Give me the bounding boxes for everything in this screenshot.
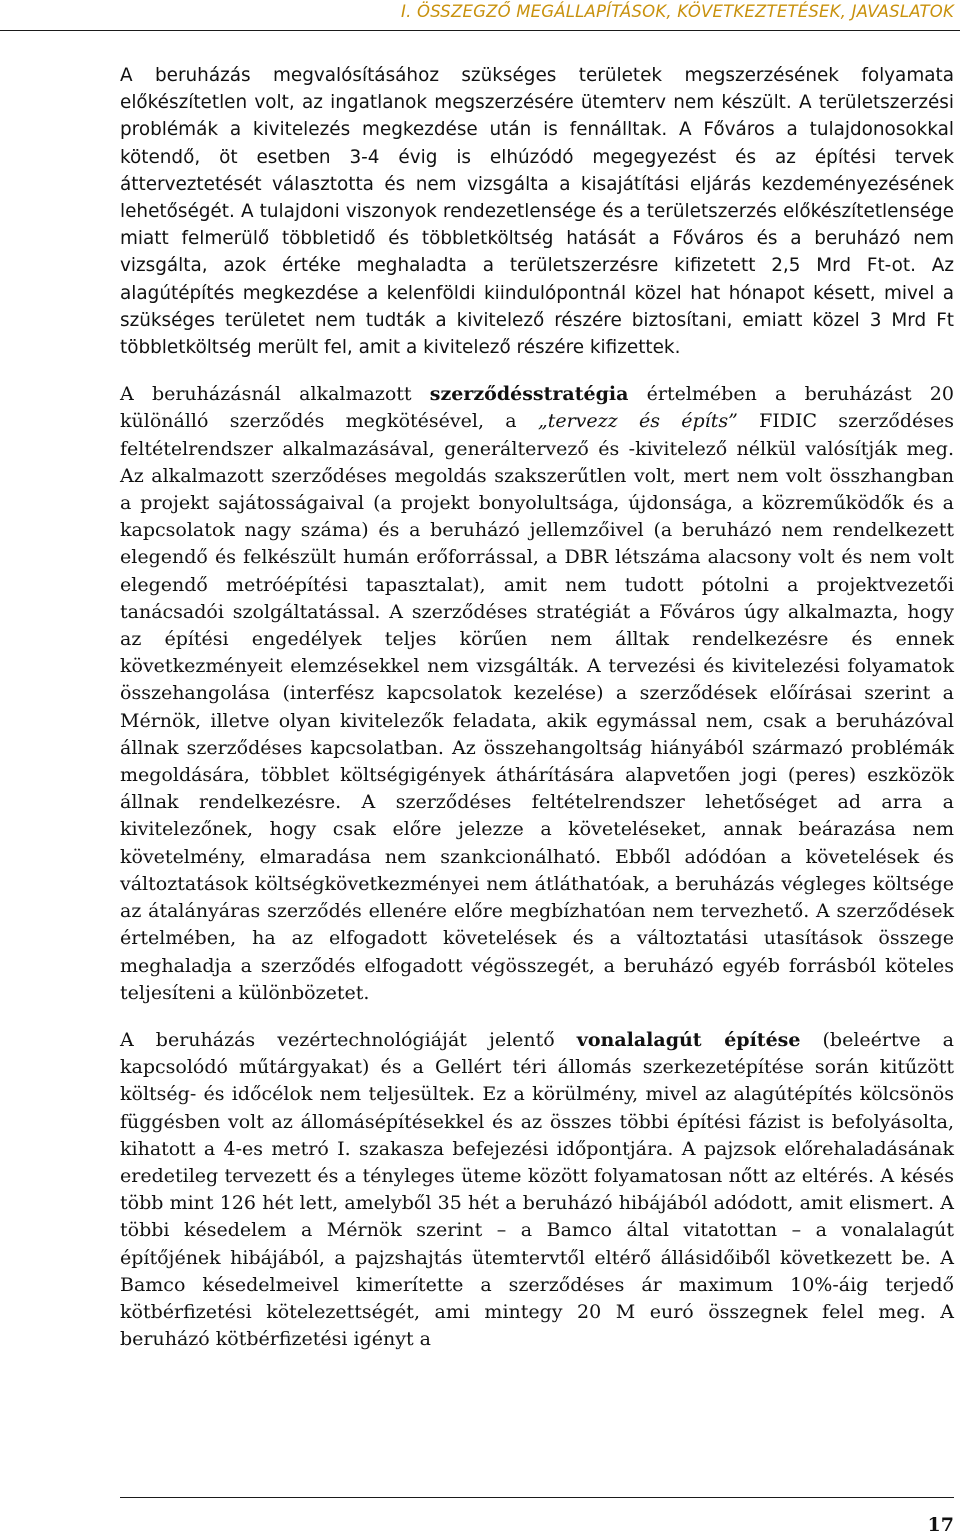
paragraph-text: FIDIC szerződéses feltételrendszer alkalmazásával, generáltervező és -kivitelező nélkül valósítják meg. Az alkalmazott szerződéses megoldás szakszerűtlen volt, mert nem volt összhangban a projekt sajátosságaival (a projekt bonyolultsága, újdonsága, a közreműködők és a kapcsolatok nagy száma) és a beruházó jellemzőivel (a beruházó nem rendelkezett elegendő és felkészült humán erőforrással, a DBR létszáma alacsony volt és nem volt elegendő metróépítési tapasztalat), amit nem tudott pótolni a projektvezetői tanácsadói szolgáltatással. A szerződéses stratégiát a Főváros úgy alkalmazta, hogy az építési engedélyek teljes körűen nem álltak rendelkezésre és ennek következményeit elemzésekkel nem vizsgálták. A tervezési és kivitelezési folyamatok összehangolása (interfész kapcsolatok kezelése) a szerződések előírásai szerint a Mérnök, illetve olyan kivitelezők feladata, akik egymással nem, csak a beruházóval állnak szerződéses kapcsolatban. Az összehangoltság hiányából származó problémák megoldására, többlet költségigények áthárítására alapvetően jogi (peres) eszközök állnak rendelkezésre. A szerződéses feltételrendszer lehetőséget ad arra a kivitelezőnek, hogy csak előre jelezze a követeléseket, annak beárazása nem követelmény, elmaradása nem szankcionálható. Ebből adódóan a követelések és változtatások költségkövetkezményei nem átláthatóak, a beruházás végleges költsége az átalányáras szerződés ellenére előre megbízhatóan nem tervezhető. A szerződések értelmében, ha az elfogadott követelések és a változtatási utasítások összege meghaladja a szerződés elfogadott végösszegét, a beruházó egyéb forrásból köteles teljesíteni a különbözetet. (120, 410, 954, 1004)
paragraph-text: (beleértve a kapcsolódó műtárgyakat) és a Gellért téri állomás szerkezetépítése során kitűzött költség- és időcélok nem teljesültek. Ez a körülmény, mivel az alagútépítés kölcsönös függésben volt az állomásépítésekkel és az összes többi építési fázist is befolyásolta, kihatott a 4-es metró I. szakasza befejezési időpontjára. A pajzsok előrehaladásának eredetileg tervezett és a tényleges üteme között folyamatosan nőtt az eltérés. A késés több mint 126 hét lett, amelyből 35 hét a beruházó hibájából adódott, amit elismert. A többi késedelem a Mérnök szerint – a Bamco által vitatottan – a vonalalagút építőjének hibájából, a pajzshajtás ütemtervtől eltérő állásidőiből következett be. A Bamco késedelmeivel kimerítette a szerződéses ár maximum 10%-áig terjedő kötbérfizetési kötelezettségét, ami mintegy 20 M euró összegnek felel meg. A beruházó kötbérfizetési igényt a (120, 1028, 954, 1351)
emphasis-term: szerződésstratégia (429, 383, 629, 406)
paragraph-text: A beruházásnál alkalmazott (120, 383, 430, 406)
section-title: I. ÖSSZEGZŐ MEGÁLLAPÍTÁSOK, KÖVETKEZTETÉSEK, JAVASLATOK (401, 2, 954, 21)
running-header (0, 0, 960, 34)
page-number: 17 (927, 1514, 954, 1536)
paragraph-land-acquisition (120, 62, 954, 361)
paragraph-contract-strategy (120, 381, 954, 1007)
footer-divider (120, 1497, 954, 1498)
paragraph-text: A beruházás megvalósításához szükséges területek megszerzésének folyamata előkészítetlen volt, az ingatlanok megszerzésére ütemterv nem készült. A területszerzési problémák a kivitelezés megkezdése után is fennálltak. (120, 65, 954, 141)
emphasis-term: vonalalagút építése (576, 1028, 801, 1051)
paragraph-text: A Főváros a tulajdonosokkal kötendő, öt esetben 3-4 évig is elhúzódó megegyezést és az építési tervek átterveztetését választotta és nem vizsgálta a kisajátítási eljárás kezdeményezésének lehetőségét. A tulajdoni viszonyok rendezetlensége és a területszerzés előkészítetlensége miatt felmerülő többletidő és többletköltség hatását a Főváros és a beruházó nem vizsgálta, azok értéke meghaladta a területszerzésre kifizetett 2,5 Mrd Ft-ot. Az alagútépítés megkezdése a kelenföldi kiindulópontnál közel hat hónapot késett, mivel a szükséges területet nem tudták a kivitelező részére biztosítani, emiatt közel 3 Mrd Ft többletköltség merült fel, amit a kivitelező részére kifizettek. (120, 119, 954, 359)
italic-term: „tervezz és építs” (537, 410, 738, 433)
paragraph-text: értelmében a beruházást 20 különálló szerződés megkötésével, a (120, 383, 954, 433)
header-divider (0, 30, 960, 31)
paragraph-tunnel-construction (120, 1027, 954, 1353)
paragraph-text: A beruházás vezértechnológiáját jelentő (120, 1028, 577, 1051)
document-body (120, 62, 954, 1353)
